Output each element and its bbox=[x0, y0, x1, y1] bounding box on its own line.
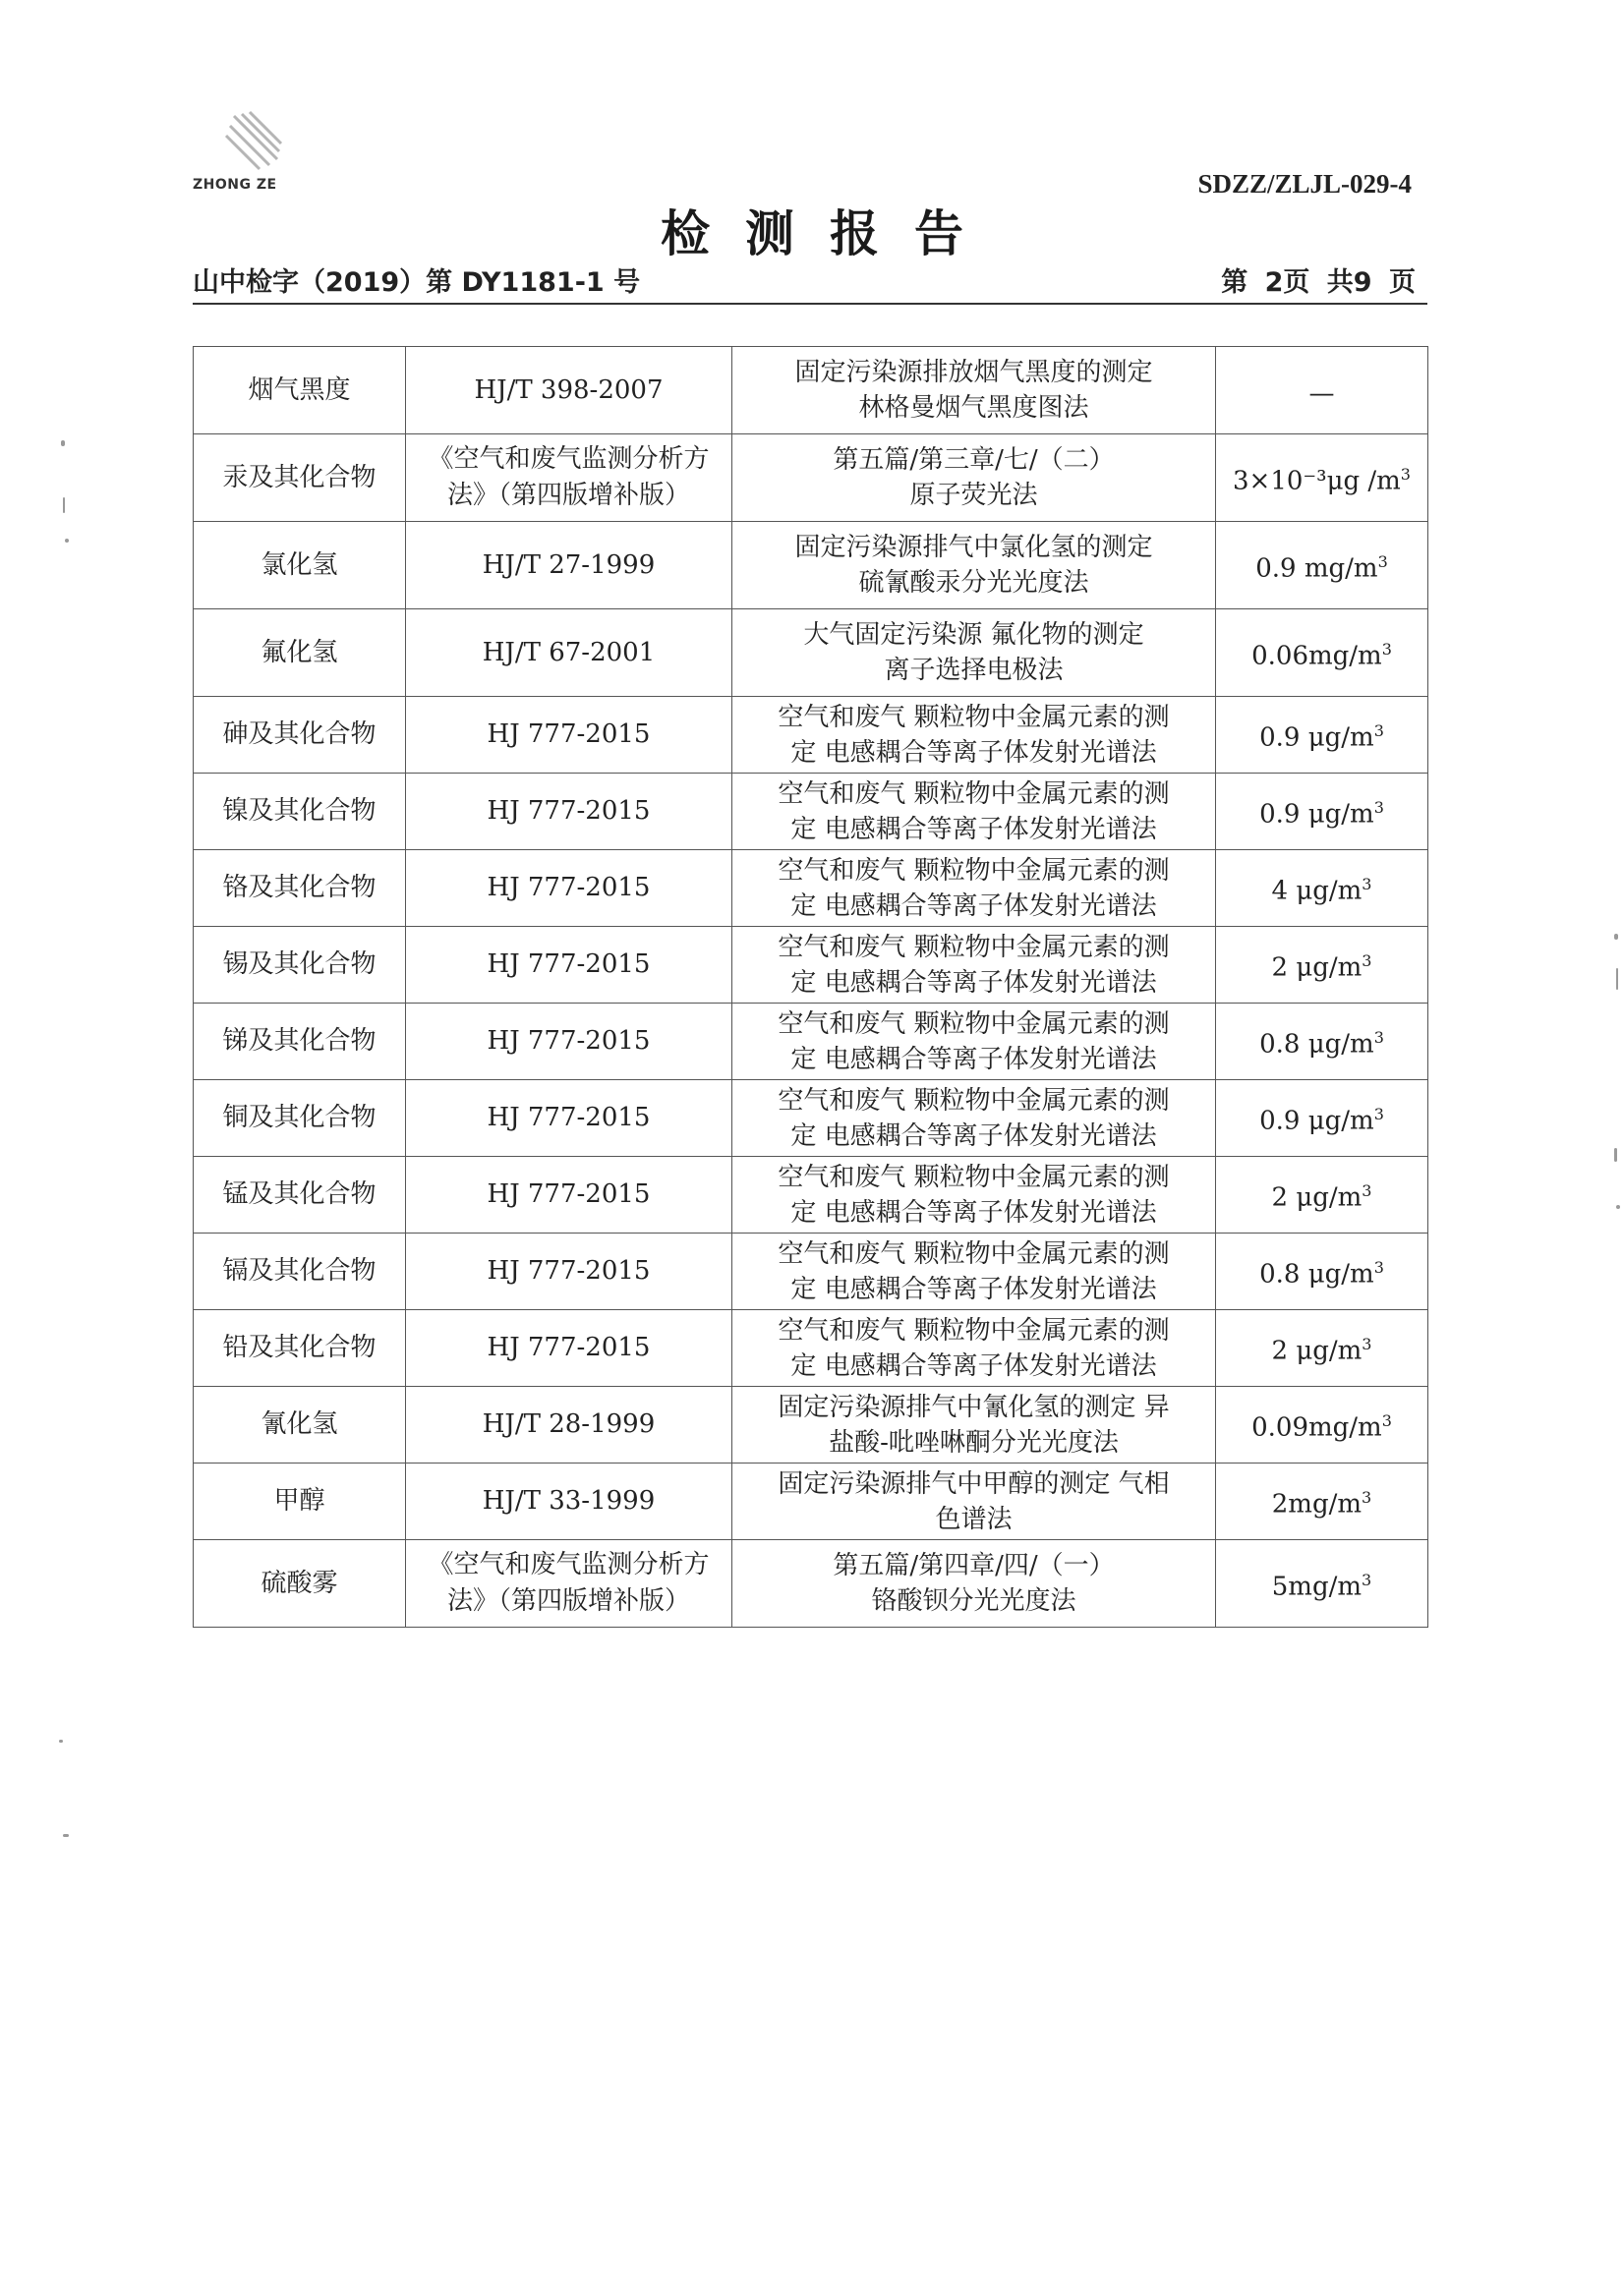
method-cell bbox=[732, 850, 1216, 927]
method-line: 定 电感耦合等离子体发射光谱法 bbox=[790, 1120, 1157, 1151]
scan-mark bbox=[65, 539, 69, 543]
method-cell bbox=[732, 1004, 1216, 1080]
limit-value: 0.09mg/m bbox=[1251, 1412, 1382, 1443]
limit-value: 0.9 μg/m bbox=[1259, 722, 1374, 753]
methods-table-body bbox=[194, 347, 1428, 1628]
item-cell: 氰化氢 bbox=[194, 1387, 406, 1464]
limit-unit-exponent: 3 bbox=[1400, 464, 1411, 484]
item-cell: 硫酸雾 bbox=[194, 1540, 406, 1628]
method-line: 定 电感耦合等离子体发射光谱法 bbox=[790, 967, 1157, 998]
table-row bbox=[194, 1080, 1428, 1157]
method-cell bbox=[732, 774, 1216, 850]
item-cell: 镉及其化合物 bbox=[194, 1234, 406, 1310]
scan-mark bbox=[1614, 934, 1618, 940]
table-row bbox=[194, 1464, 1428, 1540]
limit-value: 2 μg/m bbox=[1271, 1182, 1363, 1213]
standard-cell: HJ 777-2015 bbox=[406, 774, 732, 850]
standard-cell: HJ 777-2015 bbox=[406, 1080, 732, 1157]
report-number: 山中检字（2019）第 DY1181-1 号 bbox=[193, 267, 641, 298]
method-line: 林格曼烟气黑度图法 bbox=[858, 393, 1089, 423]
method-line: 空气和废气 颗粒物中金属元素的测 bbox=[778, 702, 1170, 732]
method-line: 第五篇/第三章/七/（二） bbox=[833, 445, 1115, 475]
standard-cell: 《空气和废气监测分析方法》（第四版增补版） bbox=[406, 434, 732, 522]
method-cell bbox=[732, 1387, 1216, 1464]
table-row bbox=[194, 1540, 1428, 1628]
method-line: 铬酸钡分光光度法 bbox=[871, 1586, 1076, 1616]
standard-cell: HJ 777-2015 bbox=[406, 927, 732, 1004]
item-cell: 铬及其化合物 bbox=[194, 850, 406, 927]
method-line: 空气和废气 颗粒物中金属元素的测 bbox=[778, 1238, 1170, 1269]
method-line: 盐酸-吡唑啉酮分光光度法 bbox=[829, 1427, 1119, 1458]
table-row bbox=[194, 609, 1428, 697]
page-info: 第 2页 共9 页 bbox=[1221, 267, 1416, 298]
item-cell: 锰及其化合物 bbox=[194, 1157, 406, 1234]
detection-limit-cell bbox=[1216, 1464, 1428, 1540]
detection-limit-cell bbox=[1216, 1387, 1428, 1464]
item-cell: 锑及其化合物 bbox=[194, 1004, 406, 1080]
limit-unit-exponent: 3 bbox=[1362, 1570, 1372, 1589]
standard-cell: HJ/T 67-2001 bbox=[406, 609, 732, 697]
page-title: 检测报告 bbox=[661, 205, 999, 262]
limit-value: 0.9 mg/m bbox=[1255, 553, 1378, 584]
document-code: SDZZ/ZLJL-029-4 bbox=[1197, 169, 1412, 199]
method-line: 空气和废气 颗粒物中金属元素的测 bbox=[778, 778, 1170, 809]
standard-cell: HJ 777-2015 bbox=[406, 850, 732, 927]
method-line: 大气固定污染源 氟化物的测定 bbox=[803, 620, 1144, 650]
method-cell bbox=[732, 1310, 1216, 1387]
method-cell bbox=[732, 1464, 1216, 1540]
detection-limit-cell bbox=[1216, 1080, 1428, 1157]
method-line: 定 电感耦合等离子体发射光谱法 bbox=[790, 737, 1157, 768]
limit-unit-exponent: 3 bbox=[1362, 1335, 1372, 1354]
methods-table bbox=[193, 346, 1428, 1628]
limit-value: 4 μg/m bbox=[1271, 876, 1363, 906]
method-line: 空气和废气 颗粒物中金属元素的测 bbox=[778, 855, 1170, 886]
detection-limit-cell bbox=[1216, 1004, 1428, 1080]
scan-mark bbox=[1614, 1148, 1617, 1162]
method-cell bbox=[732, 927, 1216, 1004]
limit-value: 3×10⁻³μg /m bbox=[1233, 466, 1401, 496]
method-line: 硫氰酸汞分光光度法 bbox=[858, 568, 1089, 598]
scan-mark bbox=[1616, 1205, 1620, 1209]
method-line: 固定污染源排气中氰化氢的测定 异 bbox=[778, 1392, 1170, 1422]
standard-cell: HJ 777-2015 bbox=[406, 1157, 732, 1234]
item-cell: 氟化氢 bbox=[194, 609, 406, 697]
method-cell bbox=[732, 609, 1216, 697]
limit-value: 0.9 μg/m bbox=[1259, 1106, 1374, 1136]
limit-unit-exponent: 3 bbox=[1373, 1258, 1384, 1278]
item-cell: 甲醇 bbox=[194, 1464, 406, 1540]
standard-cell: HJ/T 28-1999 bbox=[406, 1387, 732, 1464]
limit-value: 0.8 μg/m bbox=[1259, 1029, 1374, 1060]
method-line: 原子荧光法 bbox=[909, 481, 1038, 510]
item-cell: 镍及其化合物 bbox=[194, 774, 406, 850]
table-row bbox=[194, 1004, 1428, 1080]
method-line: 第五篇/第四章/四/（一） bbox=[833, 1551, 1115, 1580]
limit-unit-exponent: 3 bbox=[1381, 639, 1392, 659]
scan-mark bbox=[61, 440, 65, 446]
detection-limit-cell bbox=[1216, 697, 1428, 774]
method-cell bbox=[732, 522, 1216, 609]
standard-cell: HJ/T 33-1999 bbox=[406, 1464, 732, 1540]
item-cell: 砷及其化合物 bbox=[194, 697, 406, 774]
zhongze-logo-icon bbox=[222, 106, 291, 175]
table-row bbox=[194, 347, 1428, 434]
item-cell: 铜及其化合物 bbox=[194, 1080, 406, 1157]
table-row bbox=[194, 434, 1428, 522]
item-cell: 烟气黑度 bbox=[194, 347, 406, 434]
method-line: 空气和废气 颗粒物中金属元素的测 bbox=[778, 932, 1170, 962]
method-line: 离子选择电极法 bbox=[884, 656, 1064, 685]
limit-unit-exponent: 3 bbox=[1362, 1488, 1372, 1508]
standard-cell: HJ 777-2015 bbox=[406, 697, 732, 774]
item-cell: 锡及其化合物 bbox=[194, 927, 406, 1004]
detection-limit-cell bbox=[1216, 850, 1428, 927]
limit-value: 2 μg/m bbox=[1271, 1336, 1363, 1366]
standard-cell: HJ/T 398-2007 bbox=[406, 347, 732, 434]
detection-limit-cell bbox=[1216, 434, 1428, 522]
table-row bbox=[194, 1234, 1428, 1310]
method-cell bbox=[732, 347, 1216, 434]
item-cell: 铅及其化合物 bbox=[194, 1310, 406, 1387]
limit-unit-exponent: 3 bbox=[1381, 1411, 1392, 1431]
method-cell bbox=[732, 1157, 1216, 1234]
method-cell bbox=[732, 1234, 1216, 1310]
scan-mark bbox=[63, 1834, 69, 1837]
limit-value: 0.06mg/m bbox=[1251, 641, 1382, 671]
limit-value: 0.8 μg/m bbox=[1259, 1259, 1374, 1290]
table-row bbox=[194, 522, 1428, 609]
method-line: 定 电感耦合等离子体发射光谱法 bbox=[790, 1197, 1157, 1228]
scan-mark bbox=[63, 497, 65, 513]
limit-unit-exponent: 3 bbox=[1362, 1181, 1372, 1201]
company-logo bbox=[193, 106, 301, 195]
limit-value: 0.9 μg/m bbox=[1259, 799, 1374, 830]
method-line: 定 电感耦合等离子体发射光谱法 bbox=[790, 1274, 1157, 1304]
scan-mark bbox=[59, 1740, 63, 1743]
limit-unit-exponent: 3 bbox=[1362, 875, 1372, 894]
table-row bbox=[194, 697, 1428, 774]
method-line: 固定污染源排气中甲醇的测定 气相 bbox=[778, 1468, 1170, 1499]
limit-unit-exponent: 3 bbox=[1377, 551, 1388, 571]
limit-unit-exponent: 3 bbox=[1362, 951, 1372, 971]
table-row bbox=[194, 1310, 1428, 1387]
limit-unit-exponent: 3 bbox=[1373, 798, 1384, 818]
report-header-bar bbox=[193, 258, 1427, 305]
standard-cell: HJ 777-2015 bbox=[406, 1310, 732, 1387]
method-line: 空气和废气 颗粒物中金属元素的测 bbox=[778, 1085, 1170, 1116]
item-cell: 汞及其化合物 bbox=[194, 434, 406, 522]
standard-cell: HJ 777-2015 bbox=[406, 1004, 732, 1080]
method-line: 固定污染源排气中氯化氢的测定 bbox=[794, 533, 1153, 562]
detection-limit-cell bbox=[1216, 609, 1428, 697]
limit-value: 5mg/m bbox=[1271, 1572, 1363, 1602]
logo-text: ZHONG ZE bbox=[193, 177, 277, 193]
table-row bbox=[194, 1387, 1428, 1464]
standard-cell: 《空气和废气监测分析方法》（第四版增补版） bbox=[406, 1540, 732, 1628]
detection-limit-cell bbox=[1216, 1234, 1428, 1310]
standard-cell: HJ 777-2015 bbox=[406, 1234, 732, 1310]
method-line: 定 电感耦合等离子体发射光谱法 bbox=[790, 1350, 1157, 1381]
detection-limit-cell bbox=[1216, 1540, 1428, 1628]
table-row bbox=[194, 927, 1428, 1004]
limit-unit-exponent: 3 bbox=[1373, 1105, 1384, 1124]
detection-limit-cell bbox=[1216, 1157, 1428, 1234]
method-line: 定 电感耦合等离子体发射光谱法 bbox=[790, 814, 1157, 844]
method-cell bbox=[732, 697, 1216, 774]
table-row bbox=[194, 1157, 1428, 1234]
limit-value: 2 μg/m bbox=[1271, 952, 1363, 983]
limit-unit-exponent: 3 bbox=[1373, 721, 1384, 741]
detection-limit-cell bbox=[1216, 522, 1428, 609]
method-line: 空气和废气 颗粒物中金属元素的测 bbox=[778, 1008, 1170, 1039]
detection-limit-cell bbox=[1216, 1310, 1428, 1387]
detection-limit-cell bbox=[1216, 927, 1428, 1004]
method-line: 色谱法 bbox=[935, 1504, 1013, 1534]
method-line: 定 电感耦合等离子体发射光谱法 bbox=[790, 890, 1157, 921]
limit-value: — bbox=[1308, 378, 1335, 409]
scan-mark bbox=[1616, 968, 1618, 990]
item-cell: 氯化氢 bbox=[194, 522, 406, 609]
method-line: 定 电感耦合等离子体发射光谱法 bbox=[790, 1044, 1157, 1074]
table-row bbox=[194, 850, 1428, 927]
method-cell bbox=[732, 1080, 1216, 1157]
method-cell bbox=[732, 434, 1216, 522]
detection-limit-cell bbox=[1216, 774, 1428, 850]
standard-cell: HJ/T 27-1999 bbox=[406, 522, 732, 609]
table-row bbox=[194, 774, 1428, 850]
method-line: 空气和废气 颗粒物中金属元素的测 bbox=[778, 1162, 1170, 1192]
method-line: 空气和废气 颗粒物中金属元素的测 bbox=[778, 1315, 1170, 1346]
method-cell bbox=[732, 1540, 1216, 1628]
method-line: 固定污染源排放烟气黑度的测定 bbox=[794, 358, 1153, 387]
limit-unit-exponent: 3 bbox=[1373, 1028, 1384, 1048]
detection-limit-cell bbox=[1216, 347, 1428, 434]
limit-value: 2mg/m bbox=[1271, 1489, 1363, 1520]
